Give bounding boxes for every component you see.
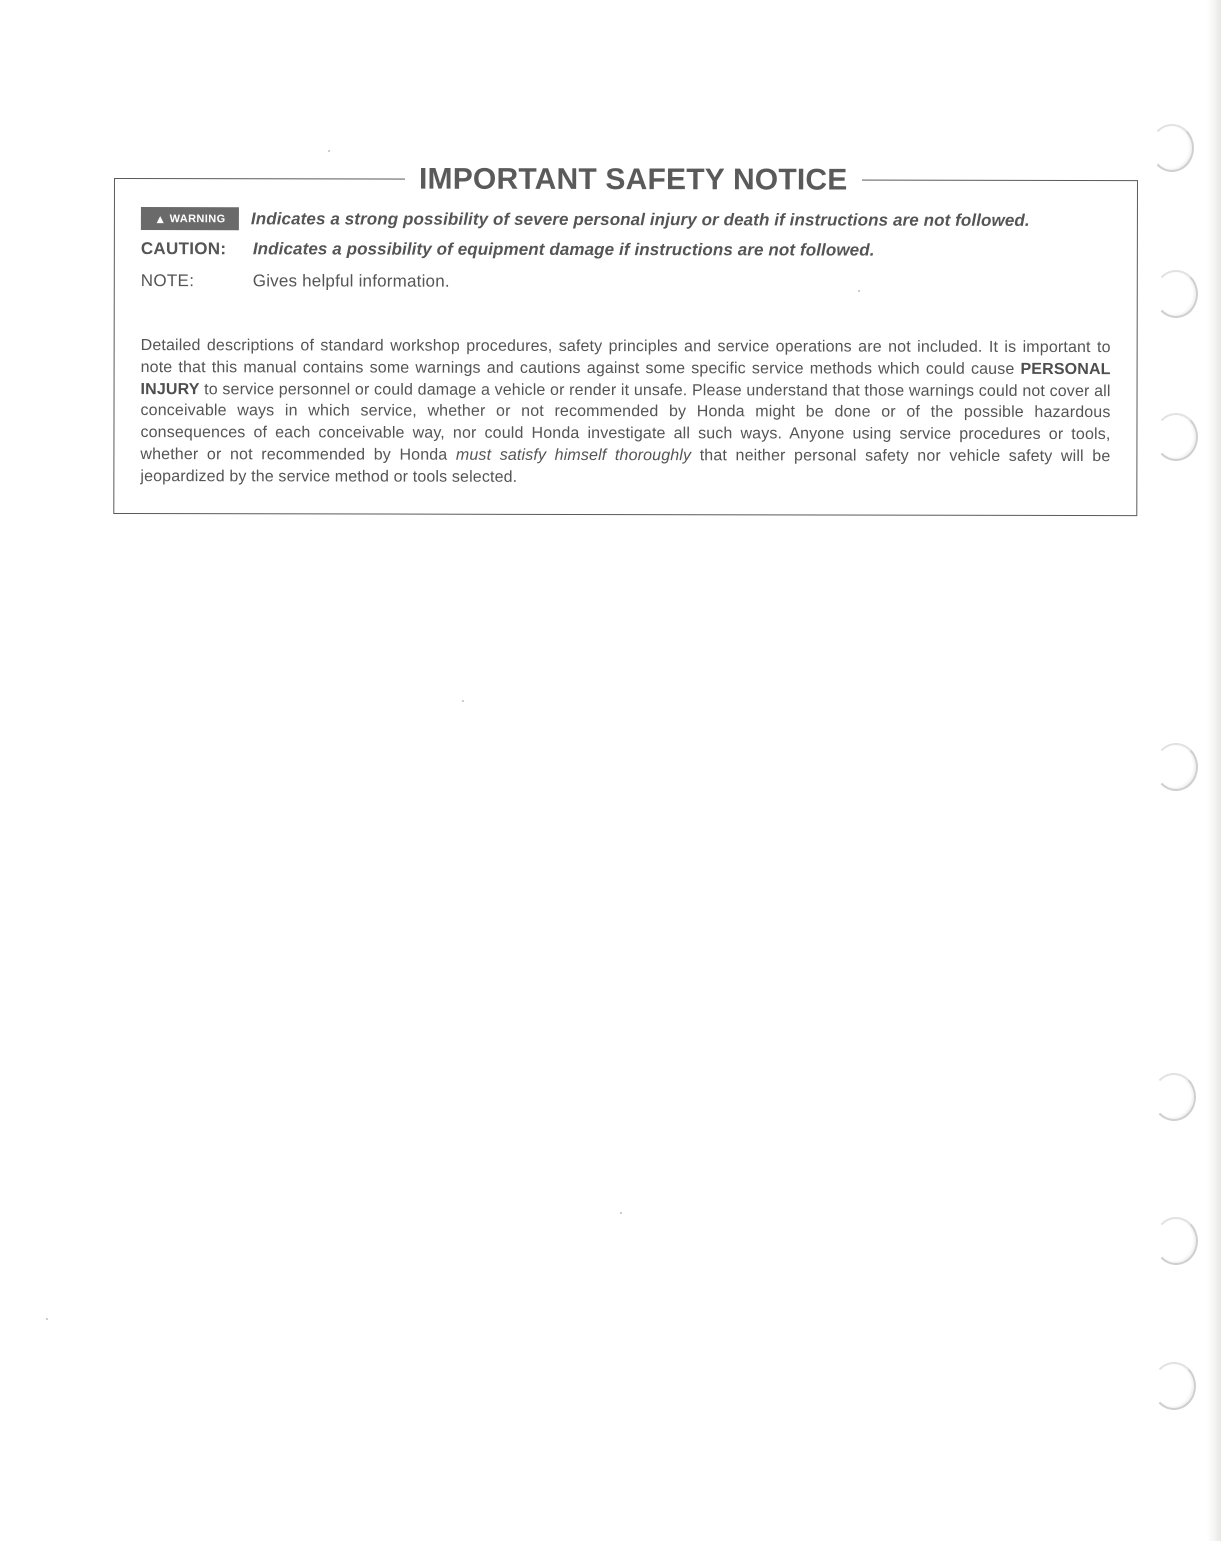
binder-hole <box>1154 270 1198 318</box>
caution-label: CAUTION: <box>140 239 227 259</box>
paper-speck <box>46 1318 48 1320</box>
note-definition: Gives helpful information. <box>252 271 450 291</box>
binder-hole <box>1150 124 1194 172</box>
note-label: NOTE: <box>140 271 195 291</box>
italic-emphasis: must satisfy himself thoroughly <box>455 446 692 465</box>
description-text: that neither personal safety nor vehicle safety will be jeopardized by the service method or tools selected. <box>140 447 1111 486</box>
warning-badge-label: WARNING <box>169 212 226 225</box>
binder-hole <box>1154 413 1198 461</box>
notice-description <box>140 335 1110 490</box>
paper-speck <box>462 700 464 702</box>
binder-hole <box>1152 1362 1196 1410</box>
warning-row <box>141 207 1030 232</box>
binder-hole <box>1154 743 1198 791</box>
paper-speck <box>328 150 330 152</box>
warning-triangle-icon: ▲ <box>154 211 167 226</box>
warning-badge <box>141 207 239 230</box>
binder-hole <box>1152 1073 1196 1121</box>
warning-definition: Indicates a strong possibility of severe personal injury or death if instructions are not followed. <box>250 208 1030 230</box>
description-text: to service personnel or could damage a vehicle or render it unsafe. Please understand that those warnings could not cover all conceivable ways in which service, whether or not recommended by Honda might be done or of the possible hazardous consequences of each conceivable way, nor could Honda investigate all such ways. Anyone using service procedures or tools, whether or not recommended by Honda <box>140 380 1111 464</box>
description-text: Detailed descriptions of standard workshop procedures, safety principles and service operations are not included. It is important to note that this manual contains some warnings and cautions against some specific service methods which could cause <box>140 337 1111 378</box>
safety-notice-box <box>113 162 1138 516</box>
note-row <box>141 271 450 292</box>
caution-definition: Indicates a possibility of equipment damage if instructions are not followed. <box>252 239 875 260</box>
personal-injury-emphasis: PERSONAL INJURY <box>140 360 1111 398</box>
notice-title: IMPORTANT SAFETY NOTICE <box>405 162 862 199</box>
paper-speck <box>620 1212 622 1214</box>
page-edge <box>1207 0 1221 1541</box>
binder-hole <box>1154 1217 1198 1265</box>
caution-row <box>141 239 875 261</box>
